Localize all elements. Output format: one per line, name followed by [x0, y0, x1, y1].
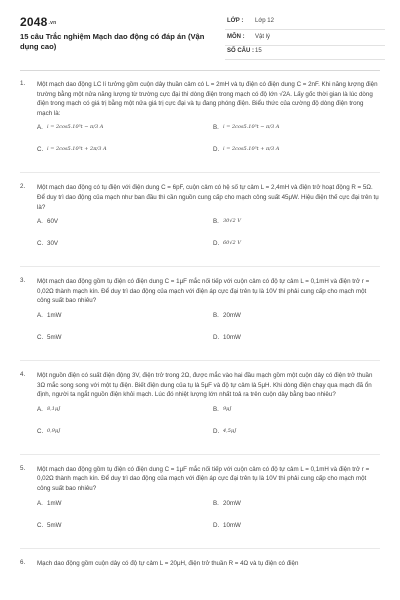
- question-separator: [20, 548, 380, 549]
- question-text: Một mạch dao động gồm tụ điện có điện dung C = 1μF mắc nối tiếp với cuộn cảm có độ tự cảm L = 0,1mH và điện trở r = 0,02Ω thành mạch kín. Để duy trì dao động của mạch với điện áp cực đại trên tụ là 10V thì phải cung cấp cho mạch một công suất bao nhiêu?: [37, 278, 370, 305]
- question-text: Một mạch dao động có tụ điện với điện dung C = 6pF, cuộn cảm có hệ số tự cảm L = 2,4mH và điện trở hoạt động R = 5Ω. Để duy trì dao động của mạch như ban đầu thì cần nguồn cung cấp cho mạch công suất 45μW. Hiệu điện thế cực đại trên tụ là?: [37, 184, 379, 211]
- answer-options: A. i = 2cos5.10⁵t − π/3 A B. i = 2cos5.10⁵t − π/3 A C. i = 2cos5.10⁵t + 2π/3 A D. i = 2cos5.10⁵t + π/3 A: [37, 124, 280, 154]
- answer-options: A. 1mW B. 20mW C. 5mW D. 10mW: [37, 311, 241, 341]
- question-3: [0, 277, 400, 361]
- question-2: [0, 183, 400, 267]
- question-6: [0, 559, 400, 569]
- site-logo[interactable]: 2048.vn: [20, 15, 57, 29]
- meta-count-key: SỐ CÂU :: [227, 48, 254, 54]
- answer-options: A. 8,1μJ B. 9μJ C. 0,9μJ D. 4,5μJ: [37, 405, 237, 435]
- question-number: 2.: [20, 183, 26, 191]
- logo-suffix: .vn: [48, 19, 57, 26]
- question-number: 4.: [20, 370, 26, 378]
- question-list: [0, 80, 400, 578]
- meta-grade: [225, 14, 385, 30]
- question-number: 6.: [20, 558, 26, 566]
- question-separator: [20, 454, 380, 455]
- header-divider: [20, 70, 380, 71]
- meta-subject-key: MÔN :: [227, 34, 245, 40]
- question-text: Một nguồn điện có suất điện động 3V, điện trở trong 2Ω, được mắc vào hai đầu mạch gồm một cuộn dây có điện trở thuần 3Ω mắc song song với một tụ điện. Biết điện dung của tụ là 5μF và độ tự cảm là 5μH. Khi dòng điện chạy qua mạch đã ổn định, người ta ngắt nguồn điện khỏi mạch. Lúc đó nhiệt lượng lớn nhất toả ra trên cuộn dây bằng bao nhiêu?: [37, 371, 373, 399]
- meta-count: [225, 44, 385, 60]
- meta-count-value: 15: [255, 48, 262, 54]
- question-number: 3.: [20, 277, 26, 285]
- question-1: [0, 80, 400, 173]
- question-separator: [20, 266, 380, 267]
- question-text: Một mạch dao động gồm tụ điện có điện dung C = 1μF mắc nối tiếp với cuộn cảm có độ tự cảm L = 0,1mH và điện trở r = 0,02Ω thành mạch kín. Để duy trì dao động của mạch với điện áp cực đại trên tụ là 10V thì phải cung cấp cho mạch một công suất bao nhiêu?: [37, 465, 370, 492]
- meta-subject-value: Vật lý: [255, 34, 271, 40]
- question-separator: [20, 360, 380, 361]
- question-number: 5.: [20, 464, 26, 472]
- answer-options: A. 1mW B. 20mW C. 5mW D. 10mW: [37, 499, 241, 529]
- question-text: Một mạch dao động LC lí tưởng gồm cuộn dây thuần cảm có L = 2mH và tụ điện có điện dung C = 2nF. Khi năng lượng điện trường bằng một nửa năng lượng từ trường cực đại thì dòng điện trong mạch có độ lớn √2A. Lấy gốc thời gian là lúc dòng điện trong mạch có giá trị bằng một nửa giá trị cực đại và tụ đang phóng điện. Biểu thức của cường độ dòng điện trong mạch là:: [37, 81, 378, 117]
- question-separator: [20, 172, 380, 173]
- question-number: 1.: [20, 80, 26, 87]
- question-text: Mạch dao động gồm cuộn dây có độ tự cảm L = 20μH, điện trở thuần R = 4Ω và tụ điện có điện: [37, 559, 299, 567]
- document-header: [0, 0, 400, 66]
- answer-options: A. 60V B. 30√2 V C. 30V D. 60√2 V: [37, 218, 241, 248]
- question-5: [0, 465, 400, 549]
- question-4: [0, 371, 400, 455]
- meta-grade-key: LỚP :: [227, 18, 244, 24]
- meta-grade-value: Lớp 12: [255, 18, 274, 24]
- page-title: 15 câu Trắc nghiệm Mạch dao động có đáp án (Vận dụng cao): [20, 32, 205, 51]
